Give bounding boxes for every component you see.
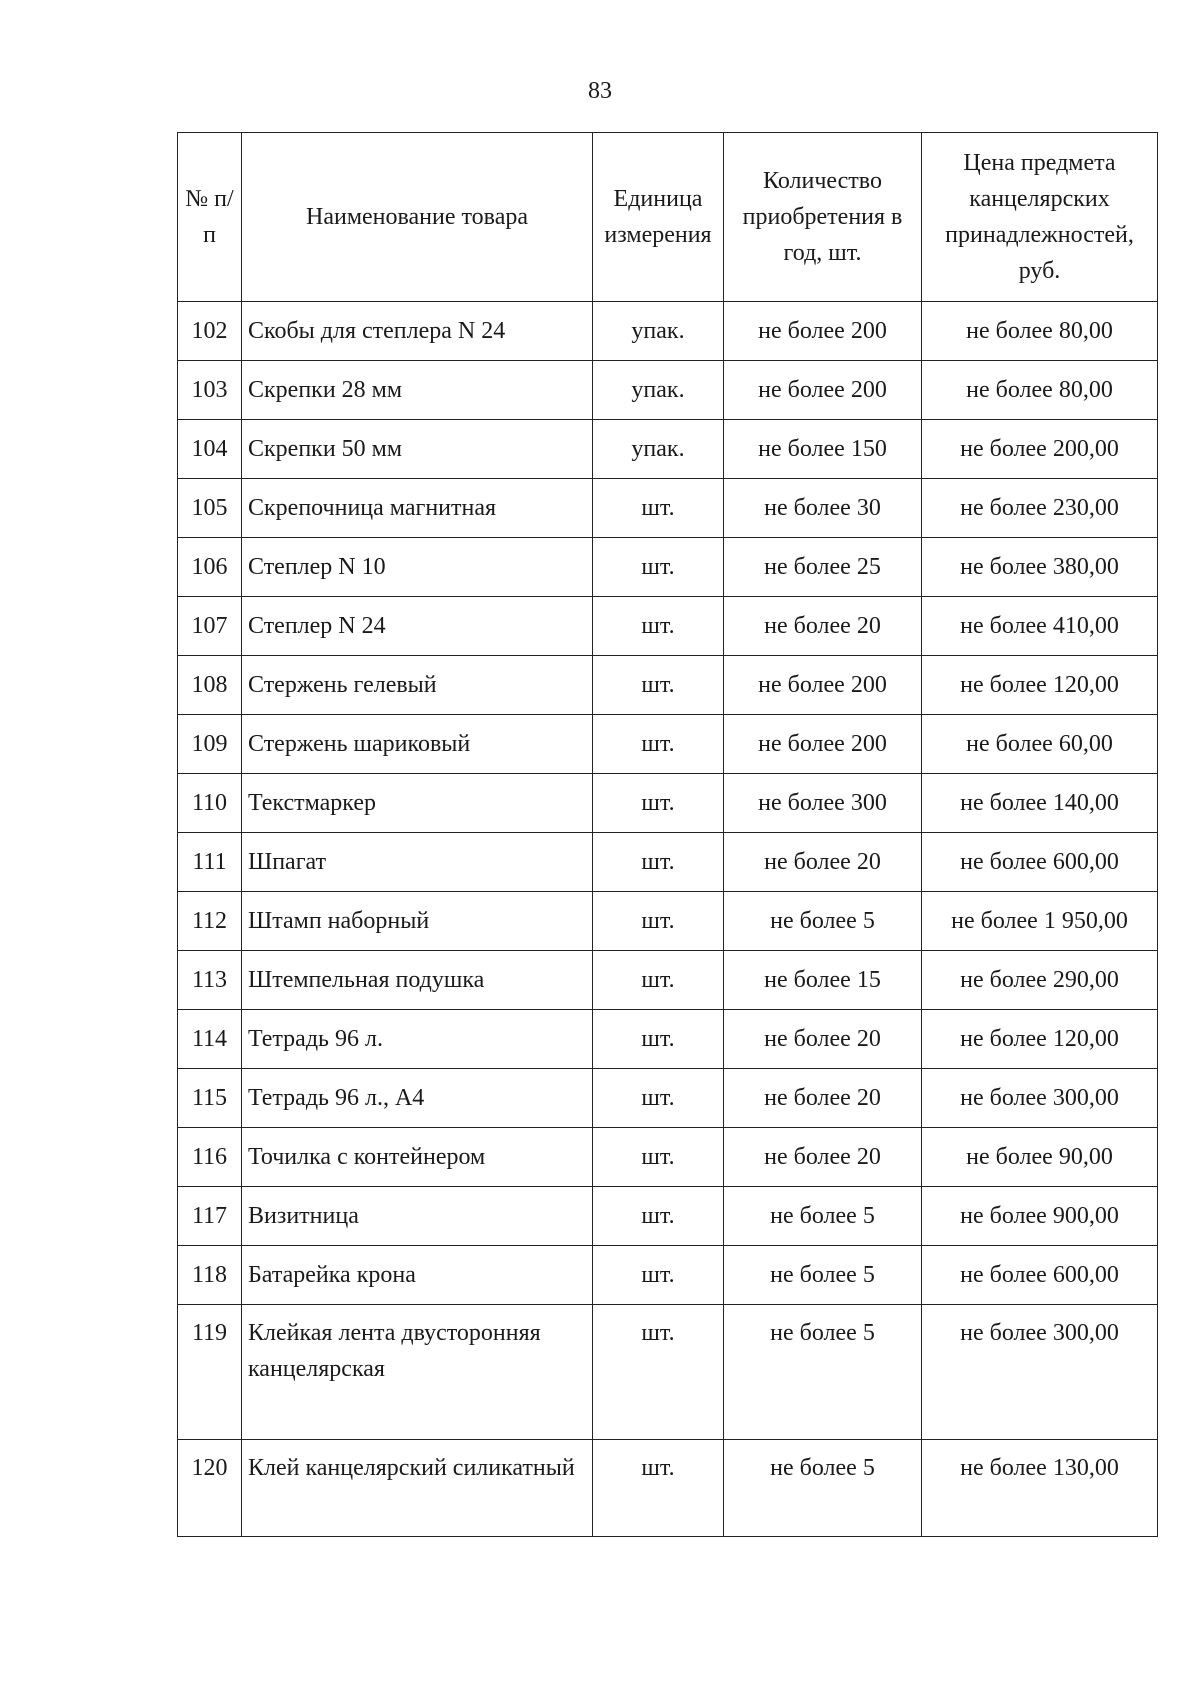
row-unit: шт. xyxy=(593,1187,724,1246)
row-num: 115 xyxy=(178,1069,242,1128)
row-unit: шт. xyxy=(593,597,724,656)
header-num: № п/п xyxy=(178,133,242,302)
row-unit: шт. xyxy=(593,479,724,538)
table-row xyxy=(178,538,1158,597)
row-name: Текстмаркер xyxy=(242,774,593,833)
row-name: Шпагат xyxy=(242,833,593,892)
row-num: 113 xyxy=(178,951,242,1010)
row-qty: не более 300 xyxy=(724,774,922,833)
row-name: Тетрадь 96 л. xyxy=(242,1010,593,1069)
table-row xyxy=(178,302,1158,361)
table-body xyxy=(178,302,1158,1537)
row-unit: шт. xyxy=(593,774,724,833)
row-price: не более 300,00 xyxy=(922,1305,1158,1440)
row-price: не более 380,00 xyxy=(922,538,1158,597)
table-row xyxy=(178,892,1158,951)
row-name: Тетрадь 96 л., А4 xyxy=(242,1069,593,1128)
row-unit: шт. xyxy=(593,715,724,774)
row-qty: не более 200 xyxy=(724,715,922,774)
header-price: Цена предмета канцелярских принадлежностей, руб. xyxy=(922,133,1158,302)
row-name: Скрепочница магнитная xyxy=(242,479,593,538)
row-name: Скобы для степлера N 24 xyxy=(242,302,593,361)
row-unit: шт. xyxy=(593,1246,724,1305)
row-unit: шт. xyxy=(593,951,724,1010)
row-name: Скрепки 50 мм xyxy=(242,420,593,479)
row-num: 112 xyxy=(178,892,242,951)
row-qty: не более 20 xyxy=(724,597,922,656)
table-row xyxy=(178,420,1158,479)
row-num: 110 xyxy=(178,774,242,833)
table-row xyxy=(178,656,1158,715)
row-name: Батарейка крона xyxy=(242,1246,593,1305)
row-qty: не более 200 xyxy=(724,361,922,420)
row-num: 104 xyxy=(178,420,242,479)
row-price: не более 410,00 xyxy=(922,597,1158,656)
table-row xyxy=(178,1246,1158,1305)
row-price: не более 60,00 xyxy=(922,715,1158,774)
row-name: Визитница xyxy=(242,1187,593,1246)
row-qty: не более 20 xyxy=(724,833,922,892)
table-row xyxy=(178,1305,1158,1440)
row-num: 109 xyxy=(178,715,242,774)
row-num: 105 xyxy=(178,479,242,538)
row-num: 118 xyxy=(178,1246,242,1305)
table-row xyxy=(178,1440,1158,1537)
row-price: не более 290,00 xyxy=(922,951,1158,1010)
row-price: не более 230,00 xyxy=(922,479,1158,538)
row-unit: шт. xyxy=(593,833,724,892)
row-price: не более 120,00 xyxy=(922,1010,1158,1069)
row-num: 107 xyxy=(178,597,242,656)
table-row xyxy=(178,479,1158,538)
row-name: Клейкая лента двусторонняя канцелярская xyxy=(242,1305,593,1440)
row-num: 116 xyxy=(178,1128,242,1187)
row-price: не более 140,00 xyxy=(922,774,1158,833)
header-unit: Единица измерения xyxy=(593,133,724,302)
row-unit: шт. xyxy=(593,1069,724,1128)
row-price: не более 600,00 xyxy=(922,1246,1158,1305)
page-number: 83 xyxy=(588,78,612,104)
row-price: не более 600,00 xyxy=(922,833,1158,892)
row-price: не более 300,00 xyxy=(922,1069,1158,1128)
row-qty: не более 20 xyxy=(724,1010,922,1069)
row-unit: шт. xyxy=(593,892,724,951)
row-unit: шт. xyxy=(593,1128,724,1187)
table-row xyxy=(178,361,1158,420)
row-qty: не более 5 xyxy=(724,1246,922,1305)
row-qty: не более 200 xyxy=(724,302,922,361)
table-row xyxy=(178,951,1158,1010)
table-row xyxy=(178,1010,1158,1069)
row-qty: не более 30 xyxy=(724,479,922,538)
row-num: 108 xyxy=(178,656,242,715)
row-num: 103 xyxy=(178,361,242,420)
row-qty: не более 20 xyxy=(724,1069,922,1128)
row-name: Стержень гелевый xyxy=(242,656,593,715)
row-name: Скрепки 28 мм xyxy=(242,361,593,420)
row-num: 106 xyxy=(178,538,242,597)
row-qty: не более 5 xyxy=(724,1305,922,1440)
row-name: Степлер N 24 xyxy=(242,597,593,656)
row-qty: не более 200 xyxy=(724,656,922,715)
row-price: не более 900,00 xyxy=(922,1187,1158,1246)
row-qty: не более 25 xyxy=(724,538,922,597)
row-unit: шт. xyxy=(593,656,724,715)
row-unit: шт. xyxy=(593,1440,724,1537)
row-num: 119 xyxy=(178,1305,242,1440)
row-price: не более 90,00 xyxy=(922,1128,1158,1187)
row-unit: упак. xyxy=(593,302,724,361)
row-qty: не более 20 xyxy=(724,1128,922,1187)
row-unit: шт. xyxy=(593,1010,724,1069)
table-row xyxy=(178,715,1158,774)
row-qty: не более 150 xyxy=(724,420,922,479)
row-qty: не более 5 xyxy=(724,1440,922,1537)
row-unit: упак. xyxy=(593,361,724,420)
row-price: не более 80,00 xyxy=(922,361,1158,420)
row-name: Стержень шариковый xyxy=(242,715,593,774)
row-num: 111 xyxy=(178,833,242,892)
row-num: 120 xyxy=(178,1440,242,1537)
row-name: Штемпельная подушка xyxy=(242,951,593,1010)
row-unit: шт. xyxy=(593,1305,724,1440)
row-name: Степлер N 10 xyxy=(242,538,593,597)
row-qty: не более 15 xyxy=(724,951,922,1010)
table-row xyxy=(178,1069,1158,1128)
table-row xyxy=(178,1187,1158,1246)
row-qty: не более 5 xyxy=(724,892,922,951)
row-num: 117 xyxy=(178,1187,242,1246)
row-qty: не более 5 xyxy=(724,1187,922,1246)
row-name: Клей канцелярский силикатный xyxy=(242,1440,593,1537)
row-price: не более 200,00 xyxy=(922,420,1158,479)
table-row xyxy=(178,774,1158,833)
row-price: не более 80,00 xyxy=(922,302,1158,361)
row-num: 102 xyxy=(178,302,242,361)
header-row xyxy=(178,133,1158,302)
row-num: 114 xyxy=(178,1010,242,1069)
row-name: Штамп наборный xyxy=(242,892,593,951)
row-unit: шт. xyxy=(593,538,724,597)
table-row xyxy=(178,833,1158,892)
header-qty: Количество приобретения в год, шт. xyxy=(724,133,922,302)
table-row xyxy=(178,597,1158,656)
row-price: не более 1 950,00 xyxy=(922,892,1158,951)
table-header xyxy=(178,133,1158,302)
row-unit: упак. xyxy=(593,420,724,479)
stationery-price-table xyxy=(177,132,1158,1537)
table-row xyxy=(178,1128,1158,1187)
header-name: Наименование товара xyxy=(242,133,593,302)
row-price: не более 120,00 xyxy=(922,656,1158,715)
row-price: не более 130,00 xyxy=(922,1440,1158,1537)
row-name: Точилка с контейнером xyxy=(242,1128,593,1187)
